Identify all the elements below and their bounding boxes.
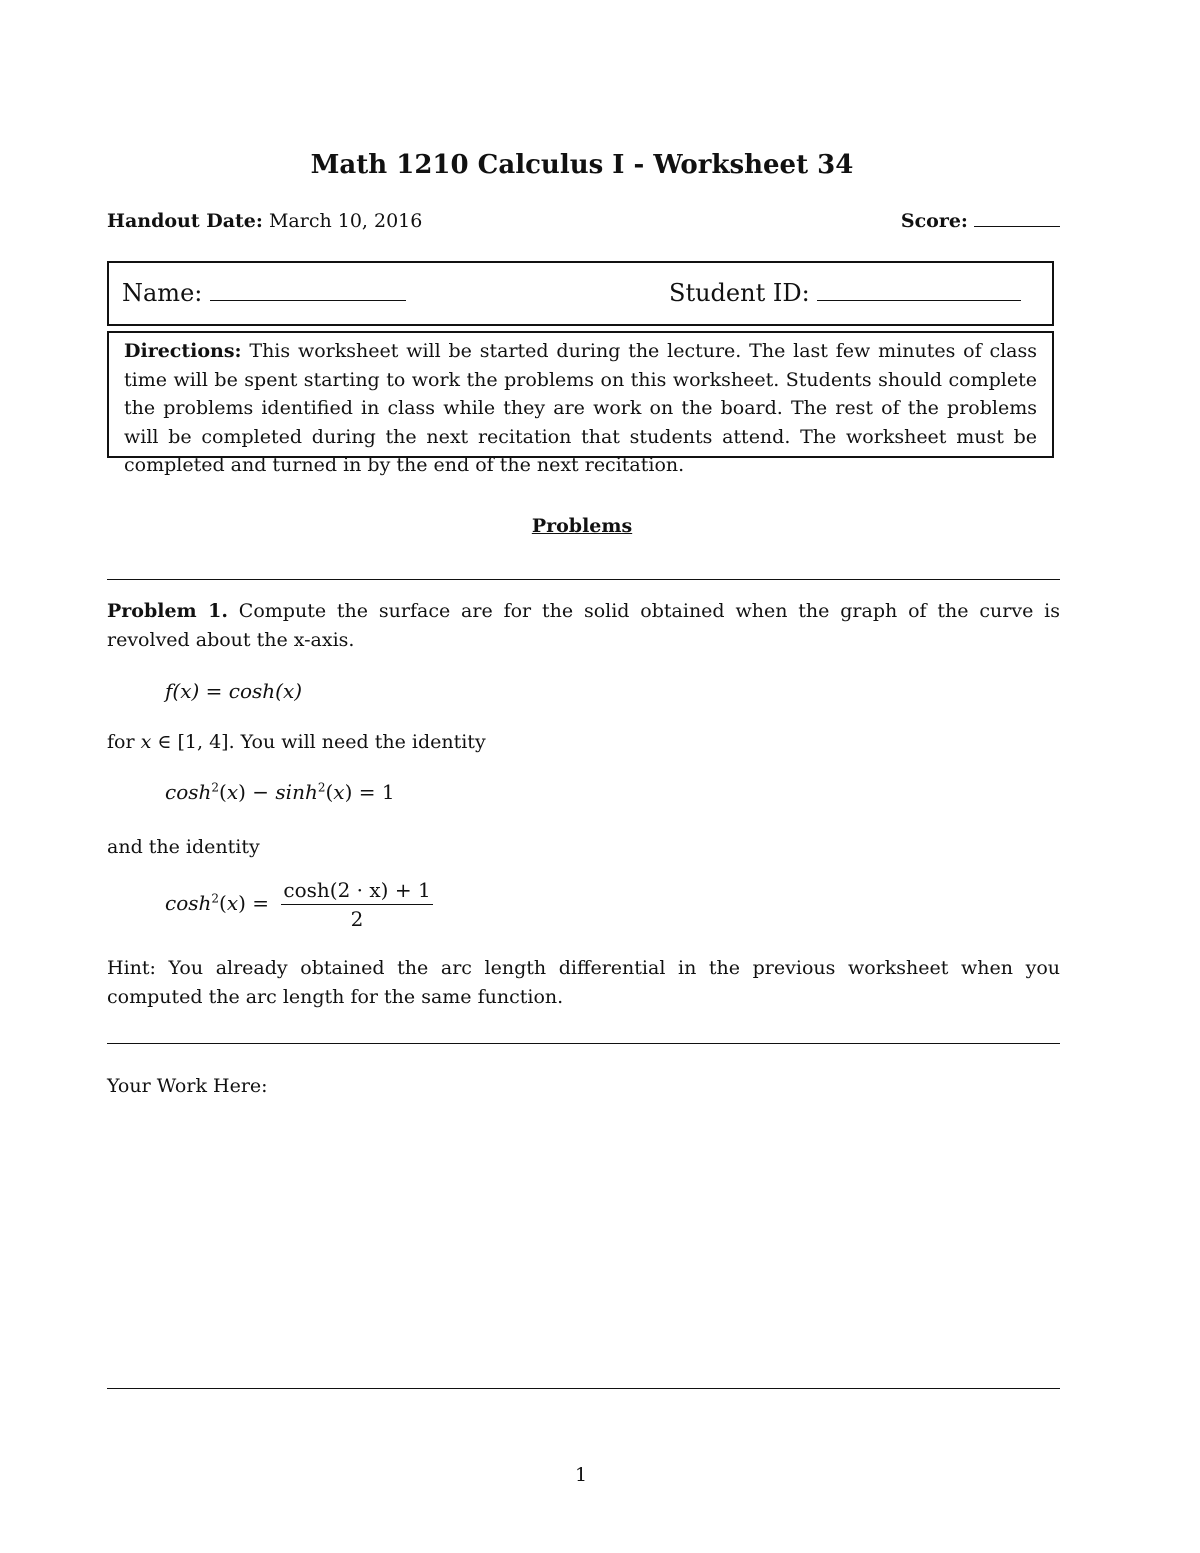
handout-date-value: March 10, 2016 <box>268 210 423 232</box>
handout-date-label: Handout Date: <box>107 210 263 232</box>
directions-label: Directions: <box>124 340 242 362</box>
problem-1-statement <box>107 597 1060 654</box>
divider-bottom <box>107 1388 1060 1389</box>
domain-variable: x <box>140 731 152 753</box>
function-rhs: cosh(x) <box>228 679 303 703</box>
domain-prefix: for <box>107 731 135 753</box>
student-id-field <box>669 279 1021 307</box>
identity-2: $\cosh^2(x)$ = $\frac{\cosh(2 \cdot x) + 1}{2}$ <box>165 878 431 931</box>
problem-1-label: Problem 1. <box>107 600 228 622</box>
problem-1-text: Compute the surface are for the solid obtained when the graph of the curve is revolved about the x-axis. <box>107 600 1060 651</box>
directions-box <box>107 331 1054 476</box>
score-blank[interactable] <box>974 225 1060 227</box>
name-field <box>122 279 406 307</box>
handout-date <box>107 210 422 232</box>
page-number: 1 <box>574 1464 588 1486</box>
domain-suffix: You will need the identity <box>240 731 486 753</box>
identity-1-rhs: 1 <box>381 780 395 804</box>
hint-text: Hint: You already obtained the arc length differential in the previous worksheet when you computed the arc length for the same function. <box>107 957 1060 1008</box>
identity-2-numerator: cosh(2 · x) + 1 <box>281 878 432 905</box>
page-title: Math 1210 Calculus I - Worksheet 34 <box>310 150 854 180</box>
student-id-label: Student ID: <box>669 279 810 307</box>
domain-line: for x ∈ [1, 4]. You will need the identity <box>107 731 486 753</box>
function-definition: f(x) = cosh(x) <box>165 679 303 703</box>
identity-2-denominator: 2 <box>350 907 364 931</box>
problems-heading: Problems <box>531 515 633 537</box>
divider-top <box>107 579 1060 580</box>
score-label: Score: <box>900 210 968 232</box>
header-meta-row <box>107 210 1060 240</box>
function-lhs: f(x) <box>165 679 200 703</box>
identity-2-fraction <box>281 878 432 931</box>
student-id-blank[interactable] <box>817 299 1021 301</box>
score-field <box>901 210 1060 232</box>
student-info-box <box>107 261 1054 326</box>
domain-interval: [1, 4]. <box>177 731 235 753</box>
identity-connector: and the identity <box>107 836 260 858</box>
work-area-label: Your Work Here: <box>107 1075 268 1097</box>
name-label: Name: <box>122 279 203 307</box>
identity-1: $\cosh^2(x) - \sinh^2(x) = 1$ <box>165 780 395 804</box>
name-blank[interactable] <box>210 299 406 301</box>
divider-middle <box>107 1043 1060 1044</box>
directions-text: This worksheet will be started during the lecture. The last few minutes of class time will be spent starting to work the problems on this worksheet. Students should complete the problems identified in class while they are work on the board. The rest of the problems will be completed during the next recitation that students attend. The worksheet must be completed and turned in by the end of the next recitation. <box>124 340 1037 476</box>
identity-1-cosh: cosh <box>165 780 212 804</box>
